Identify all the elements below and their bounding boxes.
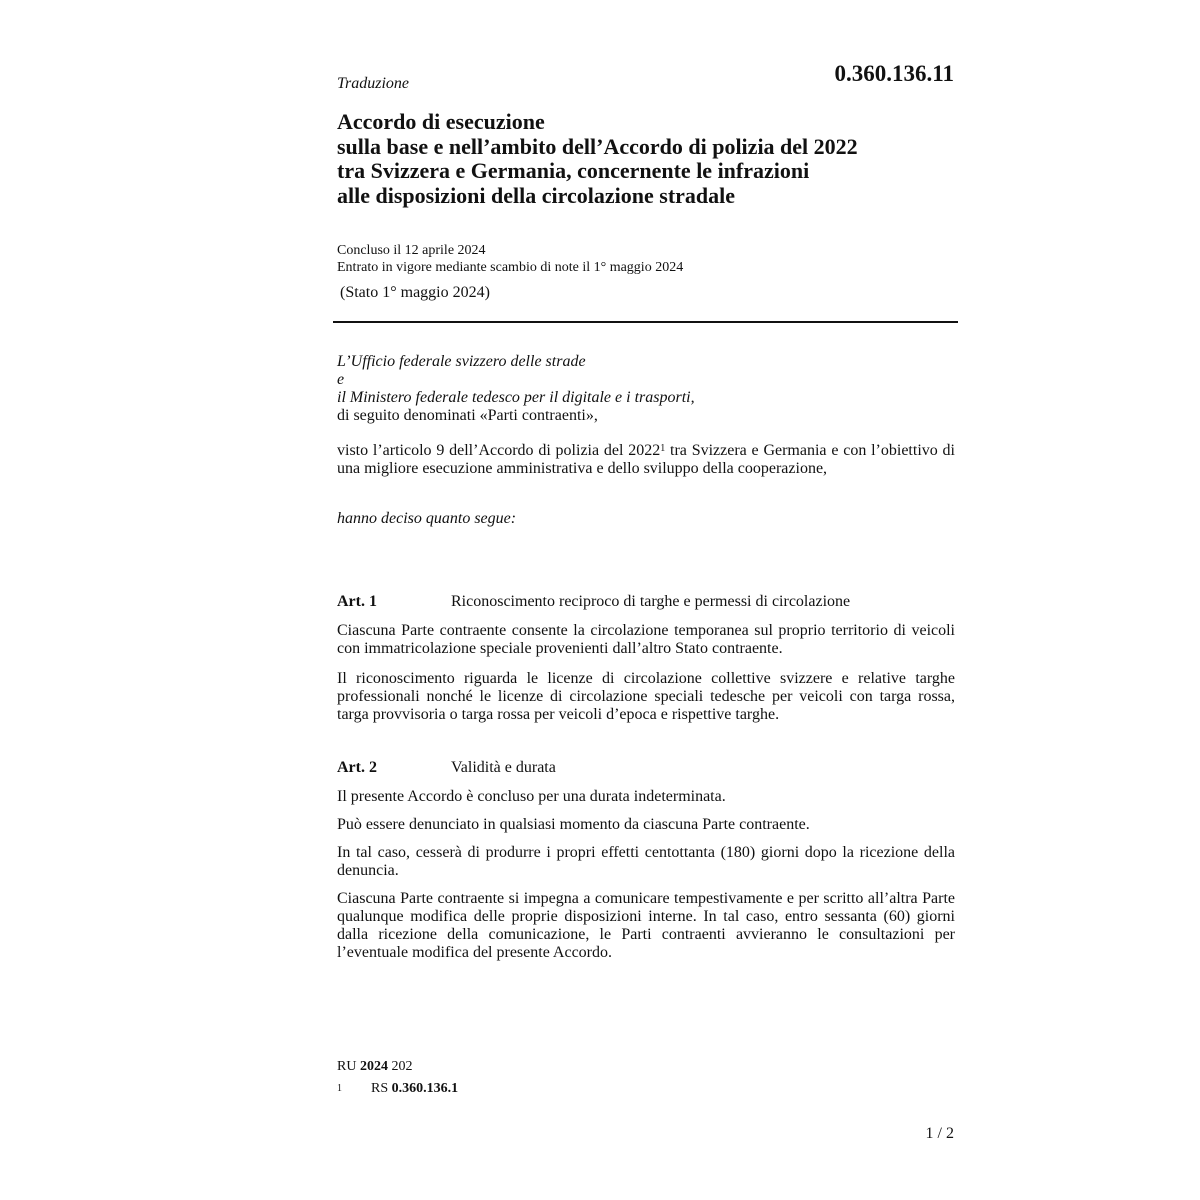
entry-into-force: Entrato in vigore mediante scambio di note il 1° maggio 2024 <box>337 260 684 275</box>
parties-designation: di seguito denominati «Parti contraenti», <box>337 407 598 424</box>
article-1-paragraph: Ciascuna Parte contraente consente la circolazione temporanea sul proprio territorio di veicoli con immatricolazione speciale provenienti dall’altro Stato contraente. <box>337 622 955 657</box>
title-line: alle disposizioni della circolazione stradale <box>337 182 736 208</box>
official-compilation-ref: RU 2024 202 <box>337 1059 413 1074</box>
concluded-date: Concluso il 12 aprile 2024 <box>337 243 486 258</box>
footnote-link[interactable]: 0.360.136.1 <box>391 1081 459 1096</box>
translation-label: Traduzione <box>337 75 410 92</box>
article-2-heading <box>337 758 955 778</box>
preamble-decision: hanno deciso quanto segue: <box>337 510 517 527</box>
document-title <box>337 110 955 208</box>
title-line: sulla base e nell’ambito dell’Accordo di polizia del 2022 <box>337 133 858 159</box>
page-number: 1 / 2 <box>925 1125 954 1142</box>
preamble-considering <box>337 442 955 478</box>
article-1-paragraph: Il riconoscimento riguarda le licenze di circolazione collettive svizzere e relative targhe professionali nonché le licenze di circolazione speciali tedesche per veicoli con targa rossa, targa provvisoria o targa rossa per veicoli d’epoca e rispettive targhe. <box>337 670 955 723</box>
header-divider <box>333 321 958 323</box>
article-number: Art. 1 <box>337 593 377 610</box>
title-line: Accordo di esecuzione <box>337 109 545 134</box>
party-conjunction: e <box>337 371 345 388</box>
footnote-1: 1 RS 0.360.136.1 <box>337 1081 459 1096</box>
article-title: Riconoscimento reciproco di targhe e permessi di circolazione <box>451 593 851 610</box>
status-date: (Stato 1° maggio 2024) <box>340 284 490 301</box>
document-meta <box>337 242 955 276</box>
article-number: Art. 2 <box>337 759 377 776</box>
party-2: il Ministero federale tedesco per il digitale e i trasporti, <box>337 389 695 406</box>
article-1-heading <box>337 592 955 612</box>
article-2-paragraph: In tal caso, cesserà di produrre i propri effetti centottanta (180) giorni dopo la ricezione della denuncia. <box>337 844 955 879</box>
article-2-paragraph: Ciascuna Parte contraente si impegna a comunicare tempestivamente e per scritto all’altra Parte qualunque modifica delle proprie disposizioni interne. In tal caso, entro sessanta (60) giorni dalla ricezione della comunicazione, le Parti contraenti avvieranno le consultazioni per l’eventuale modifica del presente Accordo. <box>337 890 955 961</box>
preamble-parties <box>337 353 955 425</box>
footnote-reference[interactable]: 1 <box>660 443 666 454</box>
article-2-paragraph: Può essere denunciato in qualsiasi momento da ciascuna Parte contraente. <box>337 816 810 833</box>
sr-number: 0.360.136.11 <box>834 61 954 86</box>
article-2-paragraph: Il presente Accordo è concluso per una durata indeterminata. <box>337 788 726 805</box>
party-1: L’Ufficio federale svizzero delle strade <box>337 353 586 370</box>
footnote-mark: 1 <box>337 1083 342 1094</box>
considering-text-cont: tra Svizzera e Germania e con l’obiettivo di una migliore esecuzione amministrativa e dello sviluppo della cooperazione, <box>337 442 955 477</box>
considering-text: visto l’articolo 9 dell’Accordo di polizia del 2022 <box>337 442 661 459</box>
article-title: Validità e durata <box>451 759 556 776</box>
title-line: tra Svizzera e Germania, concernente le infrazioni <box>337 158 810 183</box>
